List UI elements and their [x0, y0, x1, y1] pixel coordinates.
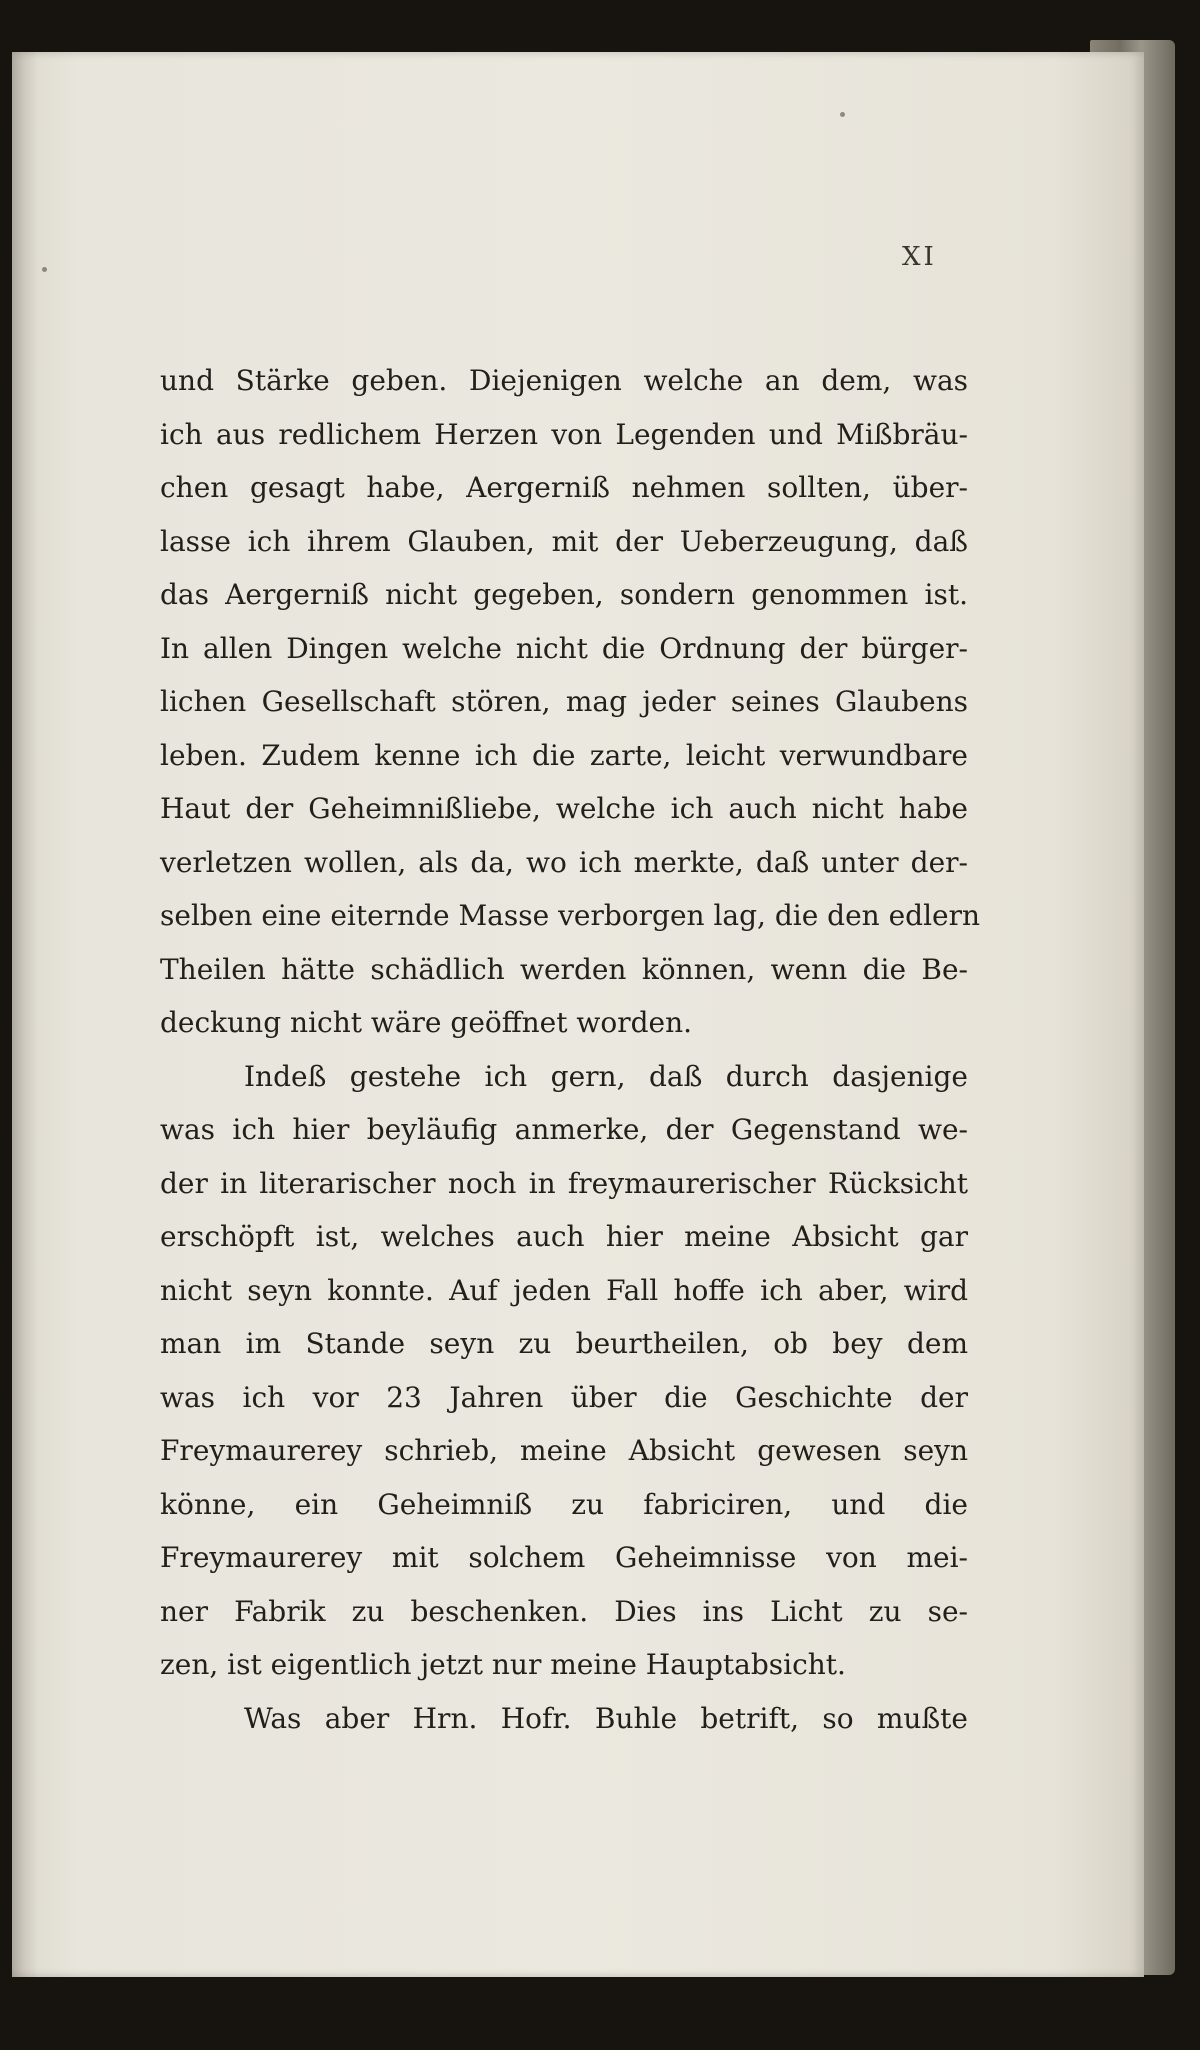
- text-line: Was aber Hrn. Hofr. Buhle betrift, so mußte: [244, 1701, 968, 1735]
- text-line: ner Fabrik zu beschenken. Dies ins Licht zu se-: [160, 1594, 968, 1628]
- text-line: was ich hier beyläufig anmerke, der Gegenstand we-: [160, 1113, 968, 1146]
- book-page: [12, 52, 1144, 1977]
- text-line: der in literarischer noch in freymaurerischer Rücksicht: [160, 1166, 968, 1200]
- text-line: Indeß gestehe ich gern, daß durch dasjenige: [244, 1059, 968, 1093]
- text-line: verletzen wollen, als da, wo ich merkte, daß unter der-: [160, 845, 968, 879]
- text-line: das Aergerniß nicht gegeben, sondern genommen ist.: [160, 578, 968, 611]
- text-line: leben. Zudem kenne ich die zarte, leicht verwundbare: [160, 738, 968, 772]
- text-line: selben eine eiternde Masse verborgen lag, die den edlern: [160, 899, 981, 932]
- text-line: Freymaurerey schrieb, meine Absicht gewesen seyn: [160, 1434, 968, 1467]
- body-text: [160, 354, 981, 1745]
- text-line: erschöpft ist, welches auch hier meine Absicht gar: [160, 1220, 968, 1253]
- text-line: Haut der Geheimnißliebe, welche ich auch nicht habe: [160, 792, 968, 825]
- text-line: Theilen hätte schädlich werden können, wenn die Be-: [160, 952, 968, 986]
- paper-speck: [840, 112, 845, 117]
- text-line: was ich vor 23 Jahren über die Geschichte der: [160, 1380, 968, 1414]
- spine-shadow: [12, 52, 38, 1977]
- text-line: Freymaurerey mit solchem Geheimnisse von mei-: [160, 1541, 968, 1574]
- text-line: deckung nicht wäre geöffnet worden.: [160, 1006, 693, 1039]
- text-line: nicht seyn konnte. Auf jeden Fall hoffe ich aber, wird: [160, 1273, 968, 1307]
- text-line: ich aus redlichem Herzen von Legenden und Mißbräu-: [160, 417, 968, 451]
- text-line: man im Stande seyn zu beurtheilen, ob bey dem: [160, 1327, 968, 1360]
- text-line: könne, ein Geheimniß zu fabriciren, und die: [160, 1487, 968, 1521]
- text-line: chen gesagt habe, Aergerniß nehmen sollten, über-: [160, 471, 968, 504]
- text-line: In allen Dingen welche nicht die Ordnung der bürger-: [160, 631, 968, 665]
- text-line: zen, ist eigentlich jetzt nur meine Hauptabsicht.: [160, 1648, 846, 1681]
- page-number: XI: [902, 242, 937, 272]
- text-line: und Stärke geben. Diejenigen welche an dem, was: [160, 364, 968, 397]
- text-line: lichen Gesellschaft stören, mag jeder seines Glaubens: [160, 685, 968, 718]
- paper-speck: [42, 267, 47, 272]
- text-line: lasse ich ihrem Glauben, mit der Ueberzeugung, daß: [160, 524, 968, 558]
